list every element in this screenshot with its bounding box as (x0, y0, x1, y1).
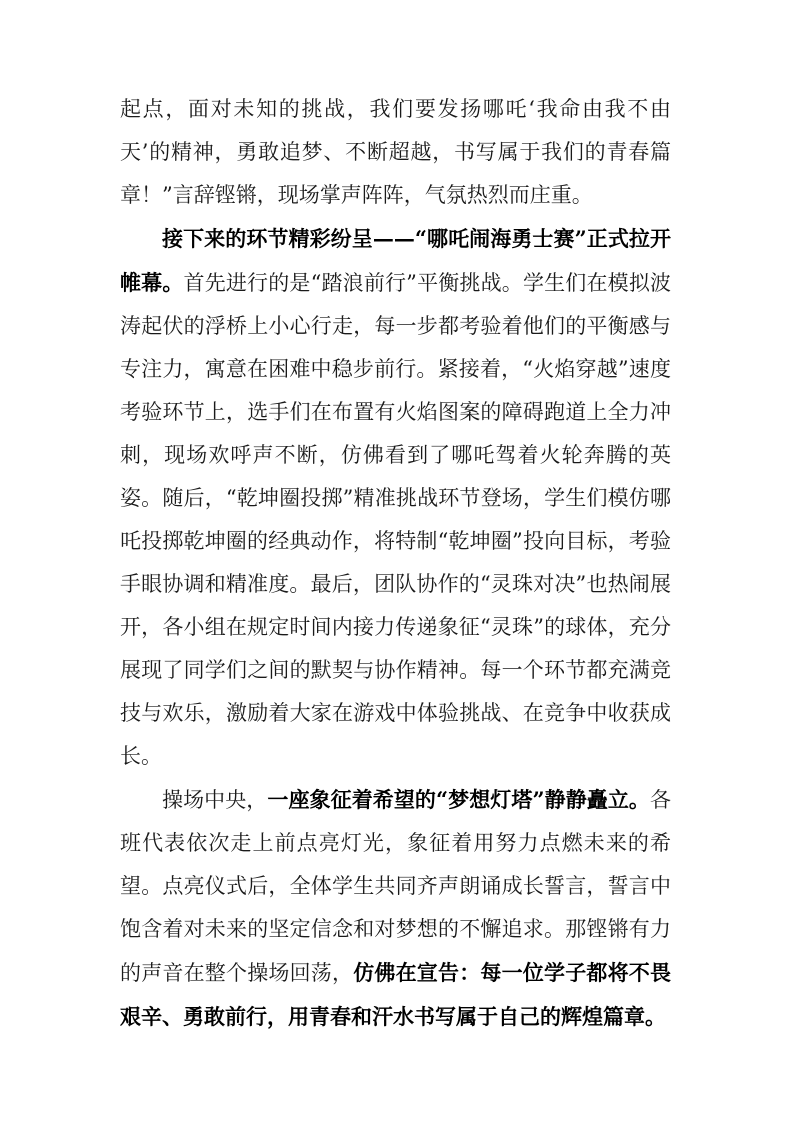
paragraph-1 (120, 88, 671, 217)
paragraph-3-bold-beacon: 一座象征着希望的“梦想灯塔”静静矗立。 (267, 787, 650, 812)
paragraph-3-lead: 操场中央， (162, 788, 268, 812)
paragraph-1-text: 起点，面对未知的挑战，我们要发扬哪吒‘我命由我不由天’的精神，勇敢追梦、不断超越，书写属于我们的青春篇章！”言辞铿锵，现场掌声阵阵，气氛热烈而庄重。 (120, 97, 671, 207)
paragraph-3 (120, 778, 671, 1039)
paragraph-3-bold-closing: 仿佛在宣告：每一位学子都将不畏艰辛、勇敢前行，用青春和汗水书写属于自己的辉煌篇章。 (120, 960, 672, 1029)
paragraph-2-bold-lead: 接下来的环节精彩纷呈——“哪吒闹海勇士赛”正式拉开帷幕。 (120, 226, 671, 295)
paragraph-3-body: 各班代表依次走上前点亮灯光，象征着用努力点燃未来的希望。点亮仪式后，全体学生共同齐声朗诵成长誓言，誓言中饱含着对未来的坚定信念和对梦想的不懈追求。那铿锵有力的声音在整个操场回荡， (120, 788, 671, 985)
document-page (120, 88, 671, 1039)
paragraph-2-body: 首先进行的是“踏浪前行”平衡挑战。学生们在模拟波涛起伏的浮桥上小心行走，每一步都考验着他们的平衡感与专注力，寓意在困难中稳步前行。紧接着，“火焰穿越”速度考验环节上，选手们在布置有火焰图案的障碍跑道上全力冲刺，现场欢呼声不断，仿佛看到了哪吒驾着火轮奔腾的英姿。随后，“乾坤圈投掷”精准挑战环节登场，学生们模仿哪吒投掷乾坤圈的经典动作，将特制“乾坤圈”投向目标，考验手眼协调和精准度。最后，团队协作的“灵珠对决”也热闹展开，各小组在规定时间内接力传递象征“灵珠”的球体，充分展现了同学们之间的默契与协作精神。每一个环节都充满竞技与欢乐，激励着大家在游戏中体验挑战、在竞争中收获成长。 (120, 271, 671, 768)
paragraph-2 (120, 217, 671, 778)
